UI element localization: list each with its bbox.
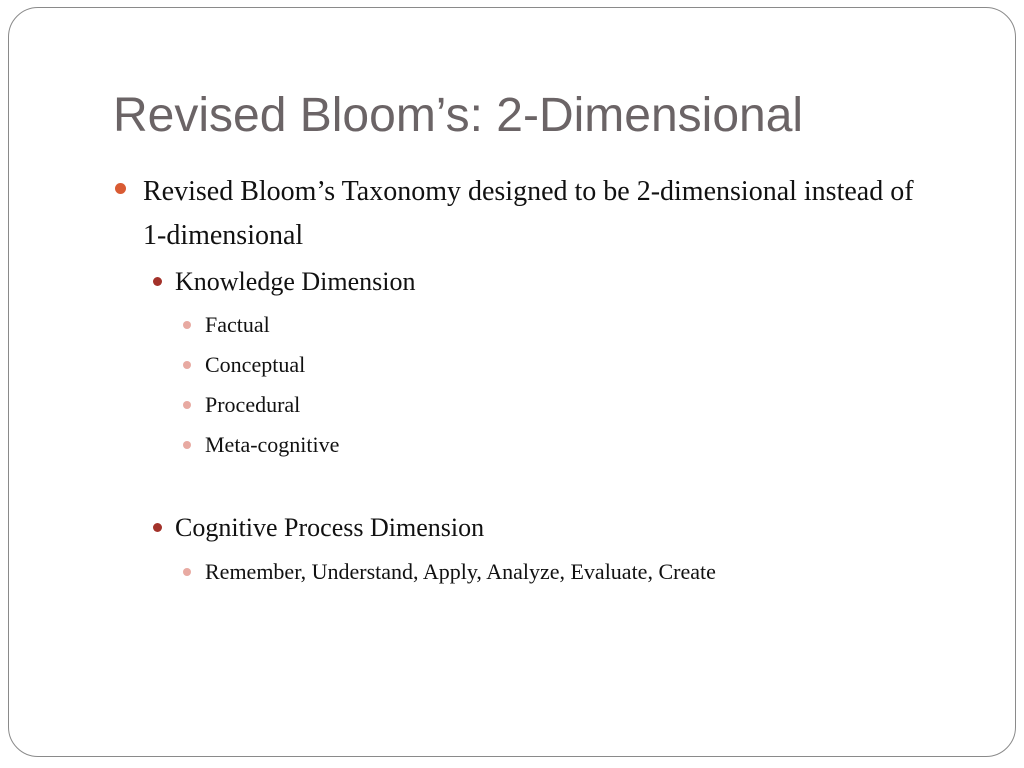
list-item-procedural — [205, 391, 300, 419]
list-item-label: Procedural — [205, 392, 301, 417]
bullet-dot-icon — [183, 568, 191, 576]
list-item-conceptual — [205, 351, 305, 379]
knowledge-dimension-bullet — [175, 265, 415, 299]
bullet-dot-icon — [153, 277, 162, 286]
list-item-label: Conceptual — [205, 352, 306, 377]
bullet-dot-icon — [183, 401, 191, 409]
bullet-dot-icon — [183, 441, 191, 449]
list-item-meta-cognitive — [205, 431, 339, 459]
main-bullet-text: Revised Bloom’s Taxonomy designed to be 2-dimensional instead of 1-dimensional — [143, 176, 914, 251]
bullet-dot-icon — [183, 361, 191, 369]
list-item-factual — [205, 311, 270, 339]
cognitive-process-dimension-bullet — [175, 511, 484, 545]
list-item-cognitive-processes — [205, 558, 716, 586]
list-item-label: Factual — [205, 312, 270, 337]
main-bullet — [143, 170, 923, 258]
slide-title: Revised Bloom’s: 2-Dimensional — [113, 89, 804, 142]
bullet-dot-icon — [153, 523, 162, 532]
list-item-label: Meta-cognitive — [205, 432, 340, 457]
knowledge-dimension-label: Knowledge Dimension — [175, 267, 416, 296]
list-item-label: Remember, Understand, Apply, Analyze, Evaluate, Create — [205, 559, 716, 584]
bullet-dot-icon — [115, 183, 126, 194]
cognitive-process-dimension-label: Cognitive Process Dimension — [175, 513, 485, 542]
bullet-dot-icon — [183, 321, 191, 329]
